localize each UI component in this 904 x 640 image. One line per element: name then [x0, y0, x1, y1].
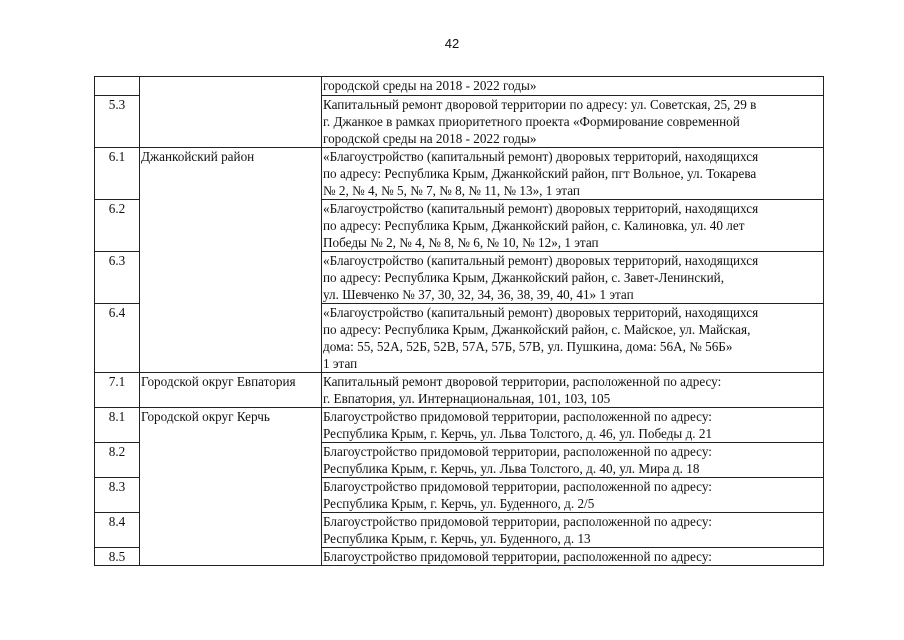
- row-number: 8.3: [95, 478, 140, 513]
- project-description: Капитальный ремонт дворовой территории, расположенной по адресу: г. Евпатория, ул. Интернациональная, 101, 103, 105: [322, 373, 824, 408]
- project-description: Капитальный ремонт дворовой территории по адресу: ул. Советская, 25, 29 в г. Джанкое в рамках приоритетного проекта «Формирование современной городской среды на 2018 - 2022 годы»: [322, 96, 824, 148]
- row-number: 8.5: [95, 548, 140, 566]
- district-cell: [140, 77, 322, 148]
- row-number: 8.1: [95, 408, 140, 443]
- district-name: Джанкойский район: [140, 148, 322, 373]
- row-number: 6.2: [95, 200, 140, 252]
- projects-table: [94, 76, 824, 566]
- row-number: 6.3: [95, 252, 140, 304]
- project-description: «Благоустройство (капитальный ремонт) дворовых территорий, находящихся по адресу: Республика Крым, Джанкойский район, с. Майское, ул. Майская, дома: 55, 52А, 52Б, 52В, 57А, 57Б, 57В, ул. Пушкина, дома: 56А, № 56Б» 1 этап: [322, 304, 824, 373]
- project-description: Благоустройство придомовой территории, расположенной по адресу:: [322, 548, 824, 566]
- table-row: [95, 148, 824, 200]
- project-description: Благоустройство придомовой территории, расположенной по адресу: Республика Крым, г. Керчь, ул. Льва Толстого, д. 40, ул. Мира д. 18: [322, 443, 824, 478]
- project-description: Благоустройство придомовой территории, расположенной по адресу: Республика Крым, г. Керчь, ул. Буденного, д. 13: [322, 513, 824, 548]
- row-number: 7.1: [95, 373, 140, 408]
- project-description: Благоустройство придомовой территории, расположенной по адресу: Республика Крым, г. Керчь, ул. Льва Толстого, д. 46, ул. Победы д. 21: [322, 408, 824, 443]
- project-description: «Благоустройство (капитальный ремонт) дворовых территорий, находящихся по адресу: Республика Крым, Джанкойский район, с. Калиновка, ул. 40 лет Победы № 2, № 4, № 8, № 6, № 10, № 12», 1 этап: [322, 200, 824, 252]
- table-row: [95, 77, 824, 96]
- row-number: 6.4: [95, 304, 140, 373]
- row-number: 5.3: [95, 96, 140, 148]
- row-number: 8.4: [95, 513, 140, 548]
- row-number: [95, 77, 140, 96]
- district-name: Городской округ Евпатория: [140, 373, 322, 408]
- row-number: 6.1: [95, 148, 140, 200]
- district-name: Городской округ Керчь: [140, 408, 322, 566]
- row-number: 8.2: [95, 443, 140, 478]
- table-row: [95, 408, 824, 443]
- project-description: Благоустройство придомовой территории, расположенной по адресу: Республика Крым, г. Керчь, ул. Буденного, д. 2/5: [322, 478, 824, 513]
- project-description: «Благоустройство (капитальный ремонт) дворовых территорий, находящихся по адресу: Республика Крым, Джанкойский район, с. Завет-Ленинский, ул. Шевченко № 37, 30, 32, 34, 36, 38, 39, 40, 41» 1 этап: [322, 252, 824, 304]
- table-row: [95, 373, 824, 408]
- project-description: городской среды на 2018 - 2022 годы»: [322, 77, 824, 96]
- page-number: 42: [444, 36, 460, 51]
- project-description: «Благоустройство (капитальный ремонт) дворовых территорий, находящихся по адресу: Республика Крым, Джанкойский район, пгт Вольное, ул. Токарева № 2, № 4, № 5, № 7, № 8, № 11, № 13», 1 этап: [322, 148, 824, 200]
